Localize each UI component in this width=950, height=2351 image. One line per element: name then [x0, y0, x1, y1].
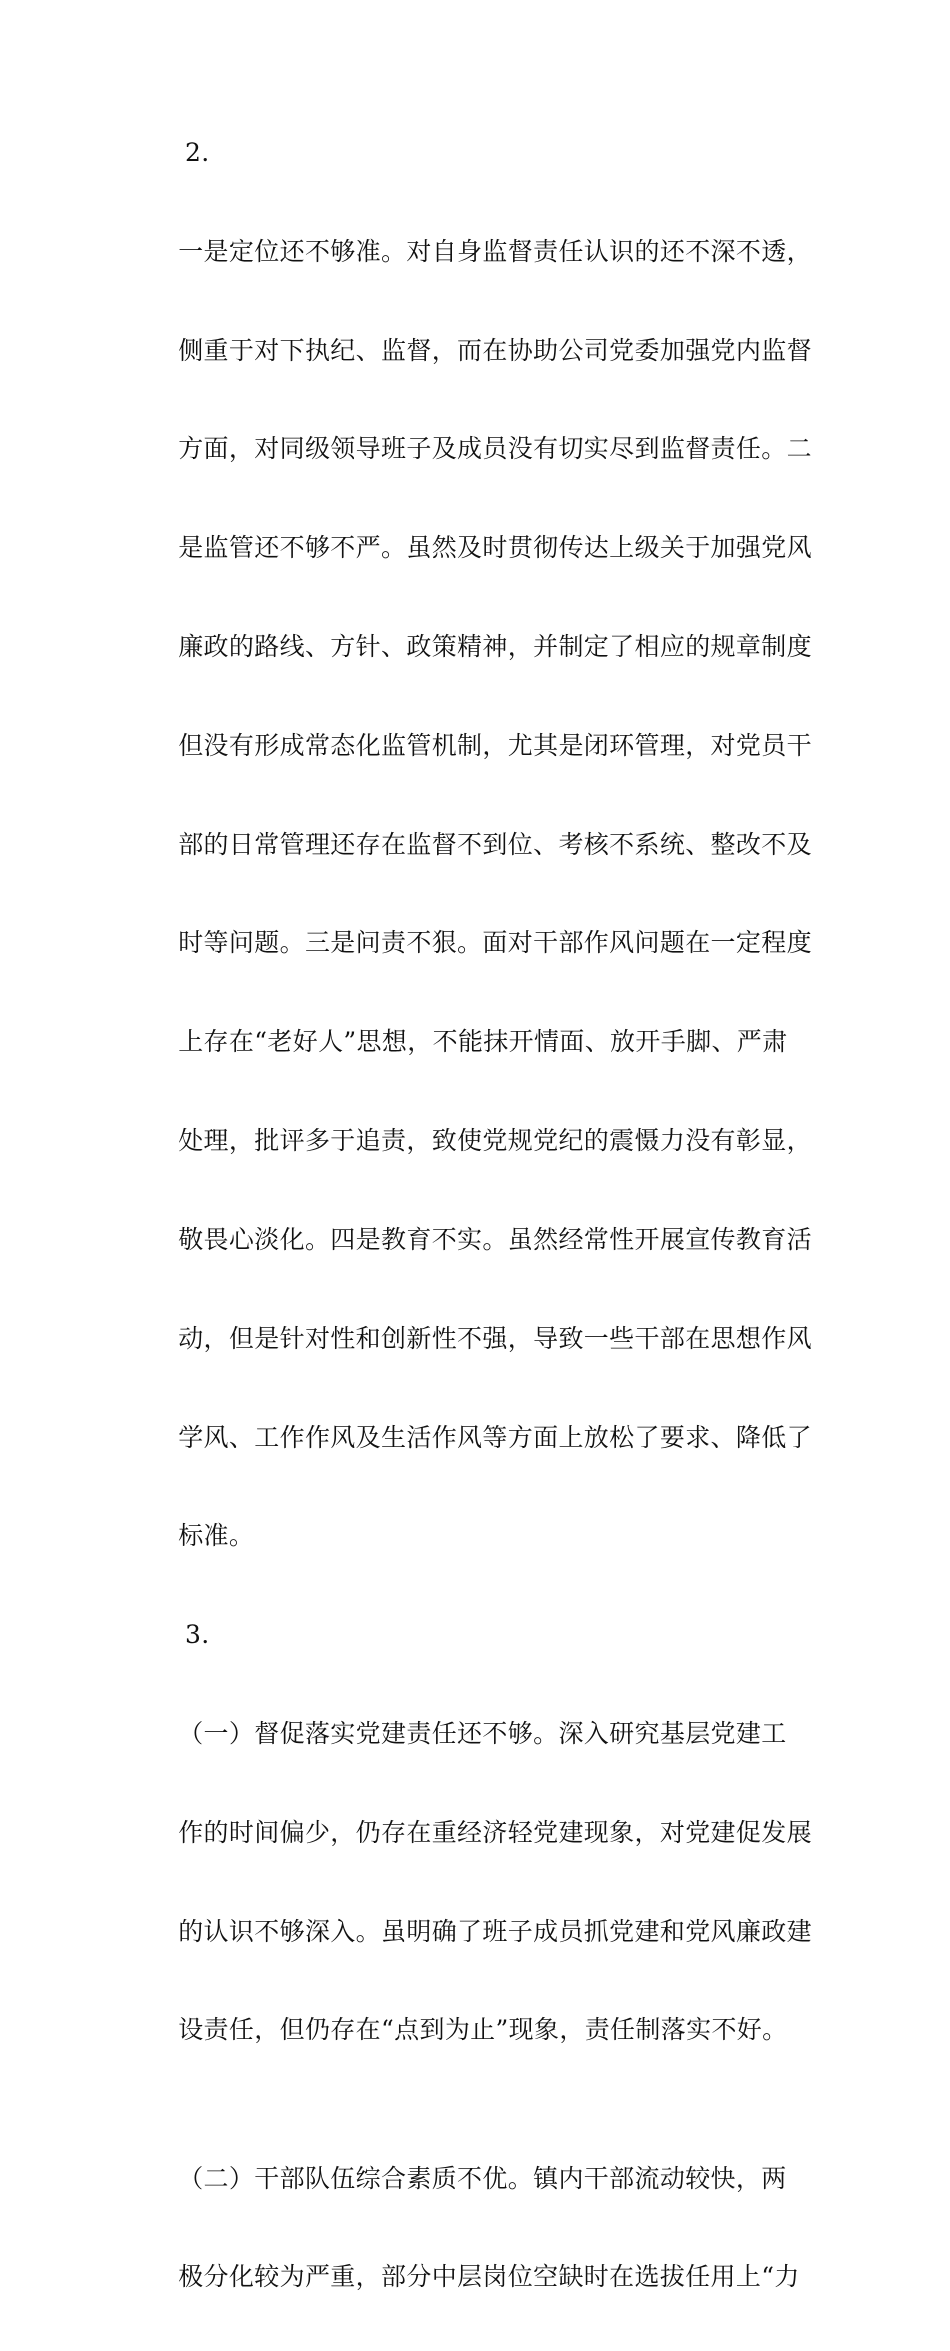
- text-line: 处理，批评多于追责，致使党规党纪的震慑力没有彰显，: [178, 1126, 812, 1156]
- text-line: 极分化较为严重，部分中层岗位空缺时在选拔任用上“力: [178, 2262, 800, 2292]
- text-line: 方面，对同级领导班子及成员没有切实尽到监督责任。二: [178, 434, 812, 464]
- text-line: 是监管还不够不严。虽然及时贯彻传达上级关于加强党风: [178, 533, 812, 563]
- text-line: 一是定位还不够准。对自身监督责任认识的还不深不透，: [178, 236, 812, 266]
- section-3-paragraph-1: [145, 1660, 825, 2105]
- section-2-paragraph: [145, 177, 825, 1610]
- text-line: 学风、工作作风及生活作风等方面上放松了要求、降低了: [178, 1422, 812, 1452]
- text-line: 廉政的路线、方针、政策精神，并制定了相应的规章制度: [178, 632, 812, 662]
- text-line: 时等问题。三是问责不狠。面对干部作风问题在一定程度: [178, 928, 812, 958]
- text-line: 部的日常管理还存在监督不到位、考核不系统、整改不及: [178, 829, 812, 859]
- document-page: [145, 128, 825, 2351]
- text-line: （二）干部队伍综合素质不优。镇内干部流动较快，两: [178, 2163, 787, 2193]
- text-line: 的认识不够深入。虽明确了班子成员抓党建和党风廉政建: [178, 1916, 812, 1946]
- section-2-number: 2.: [185, 138, 210, 167]
- text-line: 作的时间偏少，仍存在重经济轻党建现象，对党建促发展: [178, 1817, 812, 1847]
- text-line: 标准。: [178, 1521, 255, 1551]
- text-line: （一）督促落实党建责任还不够。深入研究基层党建工: [178, 1718, 787, 1748]
- text-line: 设责任，但仍存在“点到为止”现象，责任制落实不好。: [178, 2015, 788, 2045]
- text-line: 敬畏心淡化。四是教育不实。虽然经常性开展宣传教育活: [178, 1224, 812, 1254]
- text-line: 上存在“老好人”思想，不能抹开情面、放开手脚、严肃: [178, 1027, 788, 1057]
- section-3-paragraph-2: [145, 2104, 825, 2351]
- text-line: 动，但是针对性和创新性不强，导致一些干部在思想作风: [178, 1323, 812, 1353]
- text-line: 侧重于对下执纪、监督，而在协助公司党委加强党内监督: [178, 335, 812, 365]
- text-line: 但没有形成常态化监管机制，尤其是闭环管理，对党员干: [178, 730, 812, 760]
- section-3-number: 3.: [185, 1620, 210, 1650]
